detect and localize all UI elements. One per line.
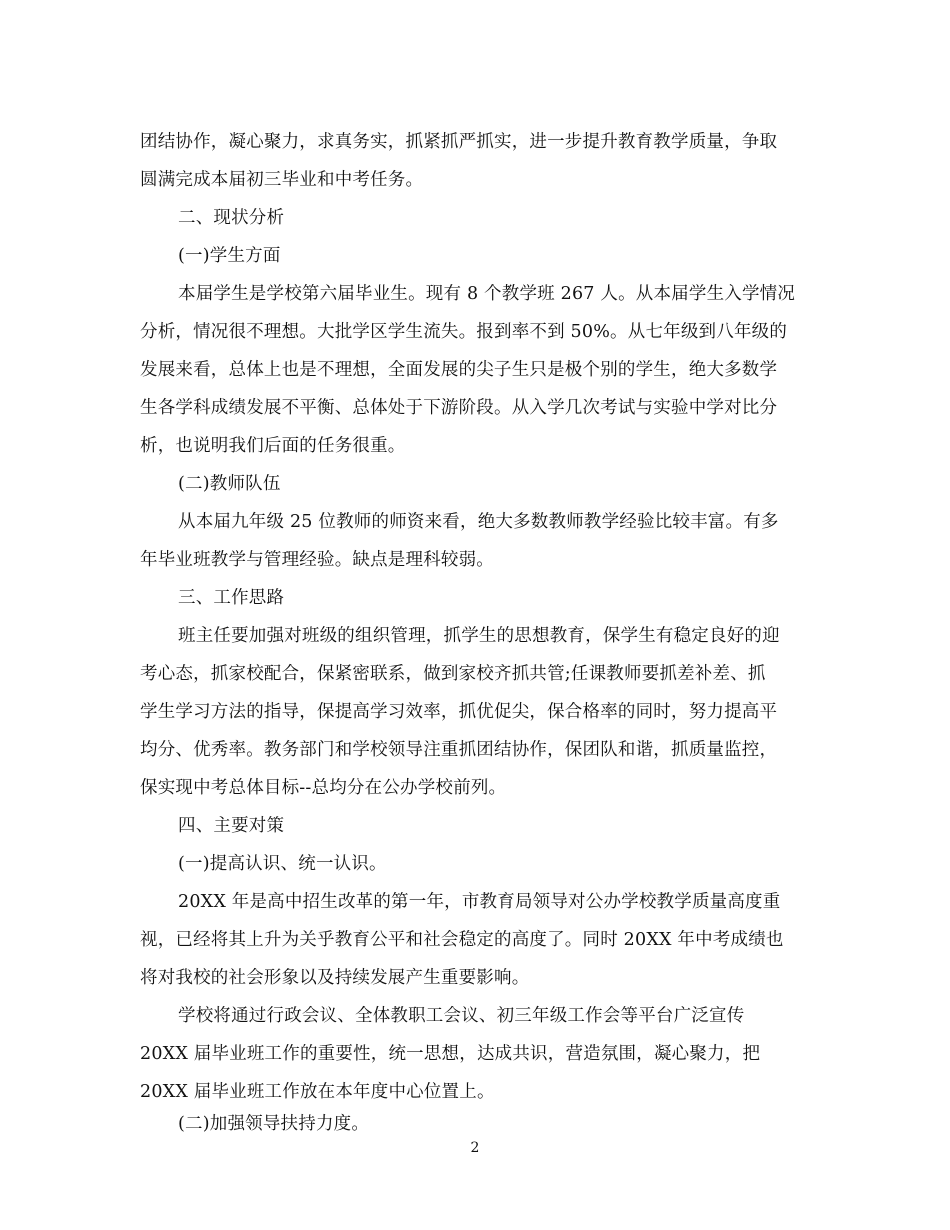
page-number: 2 [470, 1140, 480, 1156]
text-line: 保实现中考总体目标--总均分在公办学校前列。 [140, 778, 507, 798]
text-line: 均分、优秀率。教务部门和学校领导注重抓团结协作，保团队和谐，抓质量监控， [140, 740, 778, 760]
text-line: 班主任要加强对班级的组织管理，抓学生的思想教育，保学生有稳定良好的迎 [178, 626, 780, 646]
text-line: 20XX 年是高中招生改革的第一年，市教育局领导对公办学校教学质量高度重 [178, 892, 781, 912]
text-line: 本届学生是学校第六届毕业生。现有 8 个教学班 267 人。从本届学生入学情况 [178, 284, 796, 304]
text-line: 分析，情况很不理想。大批学区学生流失。报到率不到 50%。从七年级到八年级的 [140, 322, 788, 342]
text-line: 发展来看，总体上也是不理想，全面发展的尖子生只是极个别的学生，绝大多数学 [140, 360, 778, 380]
text-line: 学校将通过行政会议、全体教职工会议、初三年级工作会等平台广泛宣传 [178, 1006, 745, 1026]
text-line: 20XX 届毕业班工作的重要性，统一思想，达成共识，营造氛围，凝心聚力，把 [140, 1044, 761, 1064]
text-line: 团结协作，凝心聚力，求真务实，抓紧抓严抓实，进一步提升教育教学质量，争取 [140, 132, 778, 152]
section-heading: 四、主要对策 [178, 816, 285, 836]
text-line: 圆满完成本届初三毕业和中考任务。 [140, 170, 424, 190]
text-line: 考心态，抓家校配合，保紧密联系，做到家校齐抓共管;任课教师要抓差补差、抓 [140, 664, 766, 684]
section-heading: 三、工作思路 [178, 588, 285, 608]
text-line: 20XX 届毕业班工作放在本年度中心位置上。 [140, 1082, 495, 1102]
text-line: 视，已经将其上升为关乎教育公平和社会稳定的高度了。同时 20XX 年中考成绩也 [140, 930, 784, 950]
subsection-heading: (一)提高认识、统一认识。 [178, 854, 387, 874]
text-line: 析，也说明我们后面的任务很重。 [140, 436, 406, 456]
subsection-heading: (二)教师队伍 [178, 474, 281, 494]
text-line: 学生学习方法的指导，保提高学习效率，抓优促尖，保合格率的同时，努力提高平 [140, 702, 778, 722]
subsection-heading: (一)学生方面 [178, 246, 281, 266]
text-line: 将对我校的社会形象以及持续发展产生重要影响。 [140, 968, 530, 988]
section-heading: 二、现状分析 [178, 208, 285, 228]
text-line: 年毕业班教学与管理经验。缺点是理科较弱。 [140, 550, 494, 570]
subsection-heading: (二)加强领导扶持力度。 [178, 1114, 370, 1134]
text-line: 生各学科成绩发展不平衡、总体处于下游阶段。从入学几次考试与实验中学对比分 [140, 398, 778, 418]
text-line: 从本届九年级 25 位教师的师资来看，绝大多数教师教学经验比较丰富。有多 [178, 512, 779, 532]
